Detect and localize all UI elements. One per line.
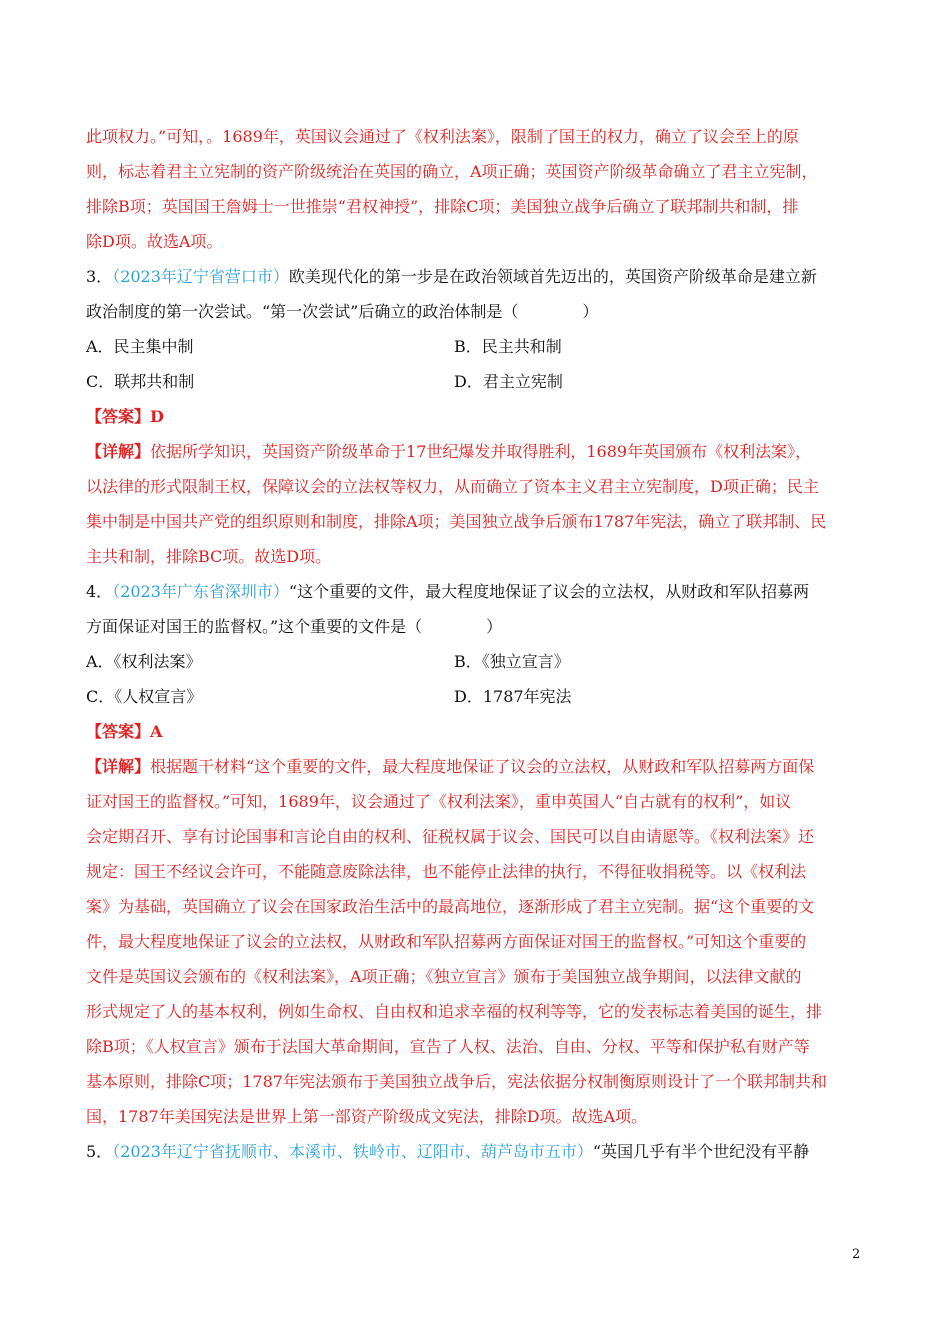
explanation-line: 证对国王的监督权。”可知，1689年，议会通过了《权利法案》，重申英国人“自古就有的权利”，如议 bbox=[86, 792, 792, 811]
option-d: D．1787年宪法 bbox=[454, 687, 572, 706]
prev-explanation-line: 排除B项；英国国王詹姆士一世推崇“君权神授”，排除C项；美国独立战争后确立了联邦制共和制，排 bbox=[86, 197, 799, 216]
question-number: 4． bbox=[86, 582, 113, 601]
question-source: （2023年辽宁省抚顺市、本溪市、铁岭市、辽阳市、葫芦岛市五市） bbox=[112, 1142, 593, 1161]
prev-explanation-line: 除D项。故选A项。 bbox=[86, 232, 223, 251]
explanation-line: 规定：国王不经议会许可，不能随意废除法律，也不能停止法律的执行，不得征收捐税等。以《权利法 bbox=[86, 862, 807, 881]
option-a: A．民主集中制 bbox=[86, 337, 194, 356]
explanation-label: 【详解】 bbox=[86, 442, 151, 461]
explanation-line: 集中制是中国共产党的组织原则和制度，排除A项；美国独立战争后颁布1787年宪法，确立了联邦制、民 bbox=[86, 512, 827, 531]
explanation-line: 国，1787年美国宪法是世界上第一部资产阶级成文宪法，排除D项。故选A项。 bbox=[86, 1107, 648, 1126]
question-number: 5． bbox=[86, 1142, 113, 1161]
explanation-line bbox=[86, 434, 866, 469]
prev-explanation-line: 此项权力。”可知，。1689年，英国议会通过了《权利法案》，限制了国王的权力，确立了议会至上的原 bbox=[86, 127, 799, 146]
explanation-line: 基本原则，排除C项；1787年宪法颁布于美国独立战争后，宪法依据分权制衡原则设计了一个联邦制共和 bbox=[86, 1072, 827, 1091]
question-stem-line: 政治制度的第一次尝试。“第一次尝试”后确立的政治体制是（ ） bbox=[86, 302, 599, 321]
question-stem-text: 欧美现代化的第一步是在政治领域首先迈出的，英国资产阶级革命是建立新 bbox=[288, 267, 817, 286]
question-source: （2023年辽宁省营口市） bbox=[112, 267, 289, 286]
explanation-text: 依据所学知识，英国资产阶级革命于17世纪爆发并取得胜利，1689年英国颁布《权利法案》， bbox=[150, 442, 812, 461]
explanation-text: 根据题干材料“这个重要的文件，最大程度地保证了议会的立法权，从财政和军队招募两方面保 bbox=[150, 757, 815, 776]
option-c: C．联邦共和制 bbox=[86, 372, 195, 391]
option-a: A．《权利法案》 bbox=[86, 652, 202, 671]
prev-explanation-line: 则，标志着君主立宪制的资产阶级统治在英国的确立，A项正确；英国资产阶级革命确立了君主立宪制， bbox=[86, 162, 818, 181]
question-source: （2023年广东省深圳市） bbox=[112, 582, 289, 601]
option-b: B．《独立宣言》 bbox=[454, 652, 570, 671]
answer-label: 【答案】 bbox=[86, 407, 151, 426]
answer-value: D bbox=[150, 407, 164, 426]
question-5-stem bbox=[86, 1134, 866, 1169]
page-content bbox=[86, 119, 866, 1169]
options-row bbox=[86, 644, 866, 679]
options-row bbox=[86, 364, 866, 399]
answer-label: 【答案】 bbox=[86, 722, 151, 741]
answer-line bbox=[86, 399, 866, 434]
explanation-line: 件，最大程度地保证了议会的立法权，从财政和军队招募两方面保证对国王的监督权。”可知这个重要的 bbox=[86, 932, 807, 951]
explanation-label: 【详解】 bbox=[86, 757, 151, 776]
explanation-line: 会定期召开、享有讨论国事和言论自由的权利、征税权属于议会、国民可以自由请愿等。《权利法案》还 bbox=[86, 827, 815, 846]
answer-line bbox=[86, 714, 866, 749]
question-stem-text: “这个重要的文件，最大程度地保证了议会的立法权，从财政和军队招募两 bbox=[288, 582, 810, 601]
options-row bbox=[86, 679, 866, 714]
explanation-line: 形式规定了人的基本权利，例如生命权、自由权和追求幸福的权利等等，它的发表标志着美国的诞生，排 bbox=[86, 1002, 823, 1021]
explanation-line bbox=[86, 749, 866, 784]
option-d: D．君主立宪制 bbox=[454, 372, 563, 391]
explanation-line: 案》为基础，英国确立了议会在国家政治生活中的最高地位，逐渐形成了君主立宪制。据“这个重要的文 bbox=[86, 897, 815, 916]
page-number: 2 bbox=[852, 1247, 861, 1262]
question-4-stem bbox=[86, 574, 866, 609]
question-stem-line: 方面保证对国王的监督权。”这个重要的文件是（ ） bbox=[86, 617, 503, 636]
question-stem-text: “英国几乎有半个世纪没有平静 bbox=[592, 1142, 810, 1161]
question-number: 3． bbox=[86, 267, 113, 286]
question-3-stem bbox=[86, 259, 866, 294]
option-c: C．《人权宣言》 bbox=[86, 687, 203, 706]
explanation-line: 除B项；《人权宣言》颁布于法国大革命期间，宣告了人权、法治、自由、分权、平等和保护私有财产等 bbox=[86, 1037, 810, 1056]
options-row bbox=[86, 329, 866, 364]
explanation-line: 文件是英国议会颁布的《权利法案》，A项正确；《独立宣言》颁布于美国独立战争期间，以法律文献的 bbox=[86, 967, 802, 986]
explanation-line: 主共和制，排除BC项。故选D项。 bbox=[86, 547, 332, 566]
option-b: B．民主共和制 bbox=[454, 337, 562, 356]
answer-value: A bbox=[150, 722, 163, 741]
explanation-line: 以法律的形式限制王权，保障议会的立法权等权力，从而确立了资本主义君主立宪制度，D项正确；民主 bbox=[86, 477, 819, 496]
